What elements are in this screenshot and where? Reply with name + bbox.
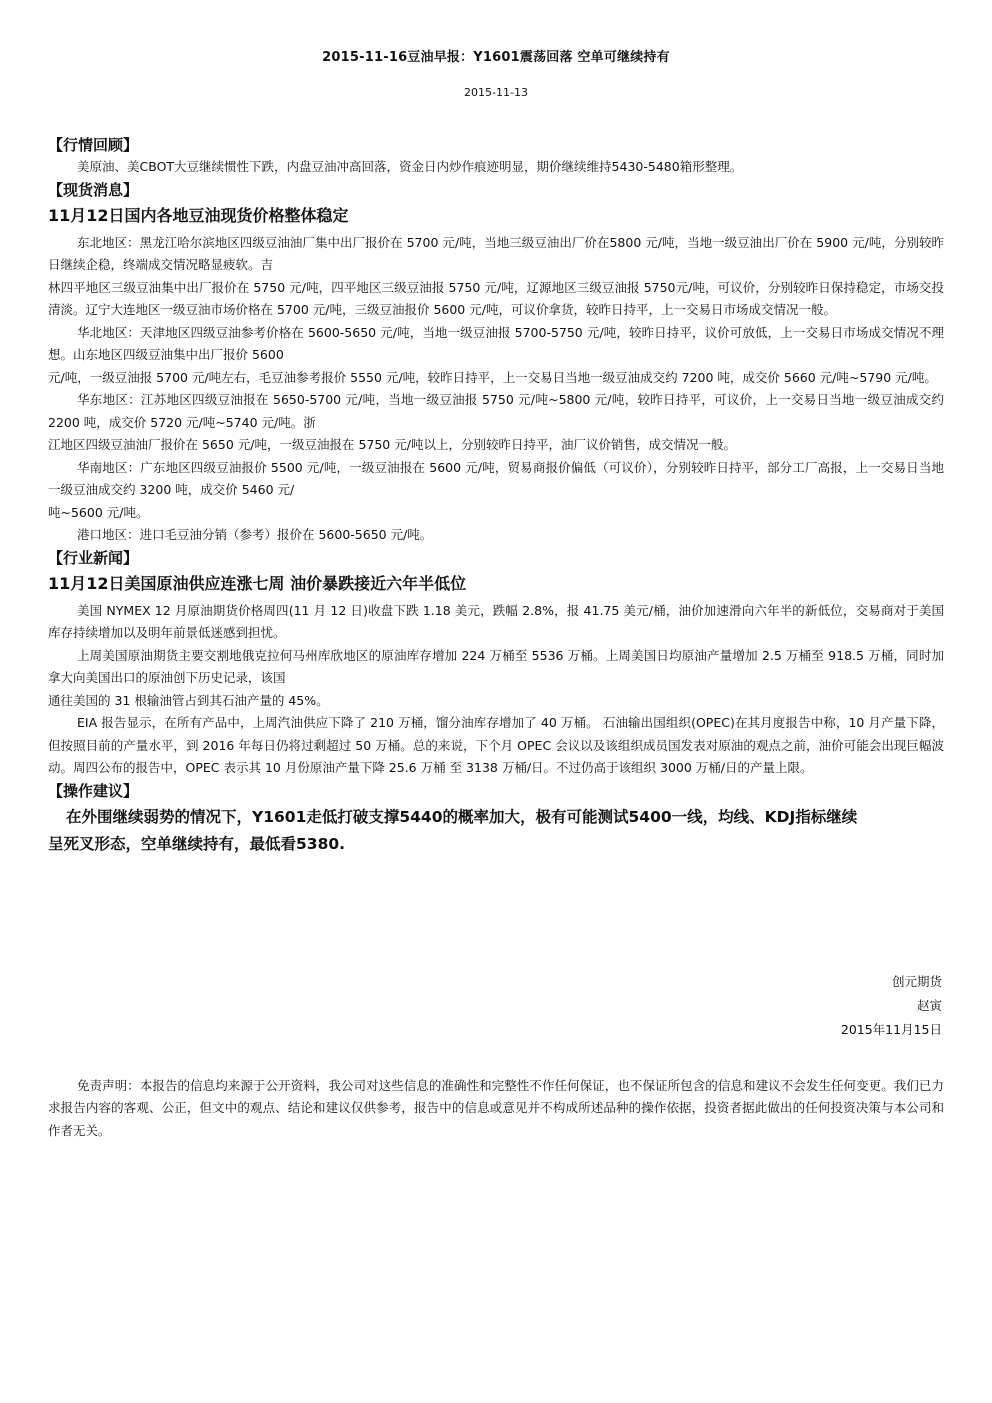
review-paragraph: 美原油、美CBOT大豆继续惯性下跌，内盘豆油冲高回落，资金日内炒作痕迹明显，期价继续维持5430-5480箱形整理。 (77, 159, 743, 174)
section-heading-spot: 【现货消息】 (48, 180, 139, 199)
signature-company: 创元期货 (891, 974, 942, 989)
document-title: 2015-11-16豆油早报：Y1601震荡回落 空单可继续持有 (322, 50, 670, 65)
disclaimer-paragraph: 免责声明：本报告的信息均来源于公开资料，我公司对这些信息的准确性和完整性不作任何保证，也不保证所包含的信息和建议不会发生任何变更。我们已力求报告内容的客观、公正，但文中的观点、结论和建议仅供参考，报告中的信息或意见并不构成所述品种的操作依据，投资者据此做出的任何投资决策与本公司和作者无关。 (48, 1077, 944, 1138)
signature-block (841, 970, 942, 1042)
spot-subheading: 11月12日国内各地豆油现货价格整体稳定 (48, 205, 349, 225)
news-subheading: 11月12日美国原油供应连涨七周 油价暴跌接近六年半低位 (48, 573, 467, 593)
section-heading-advice: 【操作建议】 (48, 781, 139, 800)
signature-date: 2015年11月15日 (840, 1022, 942, 1037)
spot-paragraph: 华东地区：江苏地区四级豆油报在 5650-5700 元/吨，当地一级豆油报 5750 元/吨~5800 元/吨，较昨日持平，可议价，上一交易日当地一级豆油成交约 2200 吨，成交价 5720 元/吨~5740 元/吨。浙 (48, 392, 944, 430)
spot-paragraph: 港口地区：进口毛豆油分销（参考）报价在 5600-5650 元/吨。 (77, 527, 433, 542)
spot-paragraph: 华北地区：天津地区四级豆油参考价格在 5600-5650 元/吨，当地一级豆油报 5700-5750 元/吨，较昨日持平，议价可放低，上一交易日市场成交情况不理想。山东地区四级豆油集中出厂报价 5600 (48, 324, 944, 362)
spot-paragraph: 元/吨，一级豆油报 5700 元/吨左右，毛豆油参考报价 5550 元/吨，较昨日持平，上一交易日当地一级豆油成交约 7200 吨，成交价 5660 元/吨~5790 元/吨。 (48, 369, 937, 385)
news-paragraph: 美国 NYMEX 12 月原油期货价格周四(11 月 12 日)收盘下跌 1.18 美元，跌幅 2.8%，报 41.75 美元/桶，油价加速滑向六年半的新低位，交易商对于美国库存持续增加以及明年前景低迷感到担忧。 (48, 602, 944, 640)
news-paragraph: 上周美国原油期货主要交割地俄克拉何马州库欣地区的原油库存增加 224 万桶至 5536 万桶。上周美国日均原油产量增加 2.5 万桶至 918.5 万桶，同时加拿大向美国出口的原油创下历史记录，该国 (48, 647, 944, 685)
spot-paragraph: 林四平地区三级豆油集中出厂报价在 5750 元/吨，四平地区三级豆油报 5750 元/吨，辽源地区三级豆油报 5750元/吨，可议价，分别较昨日保持稳定，市场交投清淡。辽宁大连地区一级豆油市场价格在 5700 元/吨，三级豆油报价 5600 元/吨，可议价拿货，较昨日持平，上一交易日市场成交情况一般。 (48, 279, 944, 317)
document-date: 2015-11-13 (464, 86, 528, 99)
signature-author: 赵寅 (916, 998, 942, 1013)
section-heading-review: 【行情回顾】 (48, 136, 139, 154)
news-paragraph: EIA 报告显示，在所有产品中，上周汽油供应下降了 210 万桶，馏分油库存增加了 40 万桶。 石油输出国组织(OPEC)在其月度报告中称，10 月产量下降，但按照目前的产量水平，到 2016 年每日仍将过剩超过 50 万桶。总的来说，下个月 OPEC 会议以及该组织成员国发表对原油的观点之前，油价可能会出现巨幅波动。周四公布的报告中，OPEC 表示其 10 月份原油产量下降 25.6 万桶 至 3138 万桶/日。不过仍高于该组织 3000 万桶/日的产量上限。 (48, 715, 944, 775)
advice-paragraph: 在外围继续弱势的情况下，Y1601走低打破支撑5440的概率加大，极有可能测试5400一线，均线、KDJ指标继续呈死叉形态，空单继续持有，最低看5380. (48, 807, 858, 853)
spot-paragraph: 华南地区：广东地区四级豆油报价 5500 元/吨，一级豆油报在 5600 元/吨，贸易商报价偏低（可议价），分别较昨日持平，部分工厂高报，上一交易日当地一级豆油成交约 3200 吨，成交价 5460 元/ (48, 459, 944, 497)
document-body (48, 134, 944, 858)
news-paragraph: 通往美国的 31 根输油管占到其石油产量的 45%。 (48, 692, 329, 708)
spot-paragraph: 江地区四级豆油油厂报价在 5650 元/吨，一级豆油报在 5750 元/吨以上，分别较昨日持平，油厂议价销售，成交情况一般。 (48, 437, 736, 452)
spot-paragraph: 吨~5600 元/吨。 (48, 504, 149, 520)
spot-paragraph: 东北地区：黑龙江哈尔滨地区四级豆油油厂集中出厂报价在 5700 元/吨，当地三级豆油出厂价在5800 元/吨，当地一级豆油出厂价在 5900 元/吨，分别较昨日继续企稳，终端成交情况略显疲软。吉 (48, 234, 944, 272)
section-heading-news: 【行业新闻】 (48, 548, 139, 567)
